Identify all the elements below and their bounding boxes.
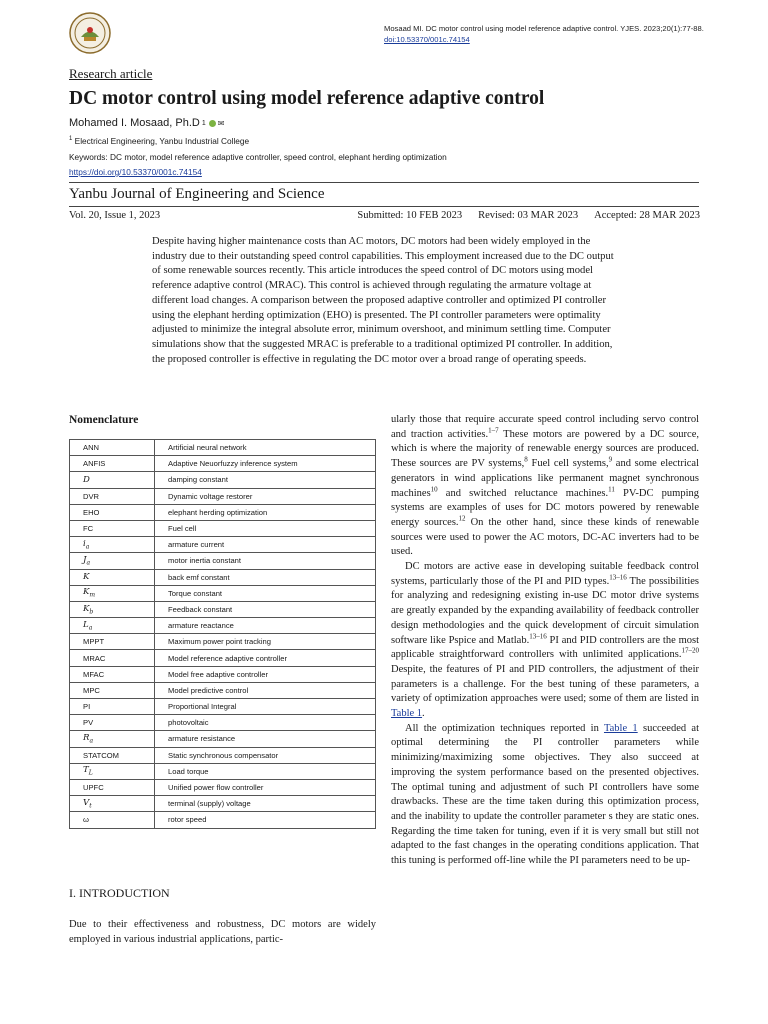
nomenclature-symbol: $V_t$ [70,796,155,812]
citation-text: Mosaad MI. DC motor control using model reference adaptive control. YJES. 2023;20(1):77-88. [384,24,704,33]
revised-date: Revised: 03 MAR 2023 [478,210,579,221]
nomenclature-row [70,520,376,536]
right-column [391,413,699,869]
author-line [69,117,224,129]
nomenclature-symbol: $L_a$ [70,618,155,634]
author-name: Mohamed I. Mosaad, Ph.D [69,117,200,129]
nomenclature-row [70,731,376,747]
nomenclature-row [70,699,376,715]
author-affiliation-sup: 1 [201,119,206,127]
journal-logo [69,12,111,54]
nomenclature-row [70,585,376,601]
nomenclature-row [70,472,376,488]
nomenclature-row [70,618,376,634]
keywords: Keywords: DC motor, model reference adaptive controller, speed control, elephant herding optimization [69,152,447,162]
nomenclature-row [70,601,376,617]
nomenclature-row [70,634,376,650]
nomenclature-definition: Fuel cell [155,520,376,536]
nomenclature-row [70,715,376,731]
nomenclature-symbol: K [70,569,155,585]
submitted-date: Submitted: 10 FEB 2023 [357,210,463,221]
table-1-link[interactable]: Table 1 [391,708,423,720]
nomenclature-definition: Torque constant [155,585,376,601]
nomenclature-symbol: ANN [70,440,155,456]
abstract: Despite having higher maintenance costs than AC motors, DC motors had been widely employed in the industry due to their outstanding speed control capabilities. This employment increased due to the DC output of some renewable sources recently. This article introduces the speed control of DC motors using model reference adaptive control (MRAC). This control is achieved through regulating the armature voltage at different load changes. A comparison between the proposed adaptive controller and optimized PI controller using the elephant herding optimization (EHO) is presented. The PI controller parameters were optimality adjusted to minimize the integral absolute error, minimum overshoot, and minimum settling time. Computer simulations show that the suggested MRAC is preferable to a traditional optimized PI controller. In addition, the proposed controller is effective in regulating the DC motor over a broad range of operating speeds. [152,236,614,365]
nomenclature-row [70,747,376,763]
nomenclature-symbol: PV [70,715,155,731]
nomenclature-definition: Feedback constant [155,601,376,617]
citation-doi-link[interactable]: doi:10.53370/001c.74154 [384,35,470,44]
nomenclature-row [70,779,376,795]
orcid-icon[interactable] [209,120,216,127]
nomenclature-symbol: PI [70,699,155,715]
nomenclature-definition: elephant herding optimization [155,504,376,520]
nomenclature-symbol: MRAC [70,650,155,666]
nomenclature-row [70,812,376,828]
table-1-link[interactable]: Table 1 [603,722,638,734]
affiliation [69,136,249,146]
nomenclature-row [70,650,376,666]
nomenclature-symbol: D [70,472,155,488]
nomenclature-symbol: $K_m$ [70,585,155,601]
nomenclature-definition: armature resistance [155,731,376,747]
nomenclature-definition: Maximum power point tracking [155,634,376,650]
nomenclature-table [69,439,376,829]
nomenclature-symbol: FC [70,520,155,536]
issue-volume: Vol. 20, Issue 1, 2023 [69,210,161,221]
nomenclature-row [70,440,376,456]
nomenclature-symbol: UPFC [70,779,155,795]
nomenclature-symbol: ANFIS [70,456,155,472]
nomenclature-row [70,553,376,569]
nomenclature-definition: motor inertia constant [155,553,376,569]
nomenclature-row [70,666,376,682]
paragraph-3: All the optimization techniques reported in Table 1 succeeded at optimal determining the PI controller parameters while minimizing/maximizing some objectives. They also succeed at improving the system performance based on the presented objectives. The optimal tuning and adjustment of such PI controllers have some drawbacks. These are the time taken during this optimization process, and the inability to update the controller parameter s they are static ones. Regarding the time taken for tuning, even if it is very small but still not adapted to the fast changes in the operating conditions application. That this tuning is performed off-line while the PI parameters need to be up- [391,722,699,867]
nomenclature-row [70,456,376,472]
accepted-date: Accepted: 28 MAR 2023 [594,210,700,221]
nomenclature-symbol: ω [70,812,155,828]
introduction-heading: I. INTRODUCTION [69,886,170,900]
nomenclature-symbol: MPC [70,682,155,698]
email-icon[interactable]: ✉ [217,118,225,128]
nomenclature-symbol: MFAC [70,666,155,682]
nomenclature-definition: Artificial neural network [155,440,376,456]
paragraph-1: ularly those that require accurate speed control including servo control and traction activities.$^{1-7}$ These motors are powered by a DC source, which is where the majority of renewable energy sources are produced. These sources are PV systems,$^8$ Fuel cell systems,$^9$ and some electrical generators in wind applications like permanent magnet synchronous machines$^{10}$ and switched reluctance machines.$^{11}$ PV-DC pumping systems are examples of uses for DC motors powered by renewable energy sources.$^{12}$ On the other hand, since these kinds of renewable sources were used to power the AC motors, DC-AC inverters had to be used. [391,414,700,558]
journal-name: Yanbu Journal of Engineering and Science [69,186,325,202]
nomenclature-symbol: $i_a$ [70,537,155,553]
nomenclature-row [70,488,376,504]
nomenclature-definition: Unified power flow controller [155,779,376,795]
nomenclature-definition: terminal (supply) voltage [155,796,376,812]
nomenclature-definition: Proportional Integral [155,699,376,715]
nomenclature-definition: Model reference adaptive controller [155,650,376,666]
nomenclature-row [70,682,376,698]
issue-line [69,210,700,221]
nomenclature-definition: armature current [155,537,376,553]
nomenclature-row [70,569,376,585]
nomenclature-definition: damping constant [155,472,376,488]
affiliation-text: Electrical Engineering, Yanbu Industrial College [74,136,250,146]
divider-top [69,182,699,183]
nomenclature-symbol: $K_b$ [70,601,155,617]
nomenclature-symbol: $T_L$ [70,763,155,779]
nomenclature-definition: photovoltaic [155,715,376,731]
nomenclature-definition: Static synchronous compensator [155,747,376,763]
citation-header [384,23,744,45]
nomenclature-row [70,796,376,812]
nomenclature-row [70,763,376,779]
article-type: Research article [69,66,153,81]
nomenclature-symbol: DVR [70,488,155,504]
nomenclature-definition: Model free adaptive controller [155,666,376,682]
nomenclature-definition: Load torque [155,763,376,779]
nomenclature-definition: armature reactance [155,618,376,634]
affiliation-sup: 1 [69,136,73,143]
nomenclature-row [70,504,376,520]
doi-link[interactable]: https://doi.org/10.53370/001c.74154 [69,167,202,177]
nomenclature-heading: Nomenclature [69,414,139,426]
nomenclature-symbol: STATCOM [70,747,155,763]
nomenclature-definition: Model predictive control [155,682,376,698]
nomenclature-symbol: EHO [70,504,155,520]
intro-paragraph-left: Due to their effectiveness and robustness, DC motors are widely employed in various industrial applications, partic- [69,919,376,945]
divider-bottom [69,206,699,207]
nomenclature-symbol: $R_a$ [70,731,155,747]
paragraph-2: DC motors are active ease in developing suitable feedback control systems, particularly those of the PI and PID types.$^{13-16}$ The possibilities for analyzing and redesigning existing in-use DC motor drive systems are greatly expanded by the expanding availability of feedback controller design methodologies and the quick development of circuit simulation software like Pspice and Matlab.$^{13-16}$ PI and PID controllers are the most applicable straightforward controllers with unlimited applications.$^{17-20}$ Despite, the features of PI and PID controllers, the adjustment of their parameters is a challenge. For the best tuning of these parameters, a variety of optimization approaches were used; some of them are listed in Table 1. [391,561,700,720]
nomenclature-symbol: $J_a$ [70,553,155,569]
article-title: DC motor control using model reference adaptive control [69,88,545,109]
nomenclature-definition: Dynamic voltage restorer [155,488,376,504]
nomenclature-symbol: MPPT [70,634,155,650]
nomenclature-definition: back emf constant [155,569,376,585]
nomenclature-definition: rotor speed [155,812,376,828]
nomenclature-row [70,537,376,553]
nomenclature-definition: Adaptive Neuorfuzzy inference system [155,456,376,472]
